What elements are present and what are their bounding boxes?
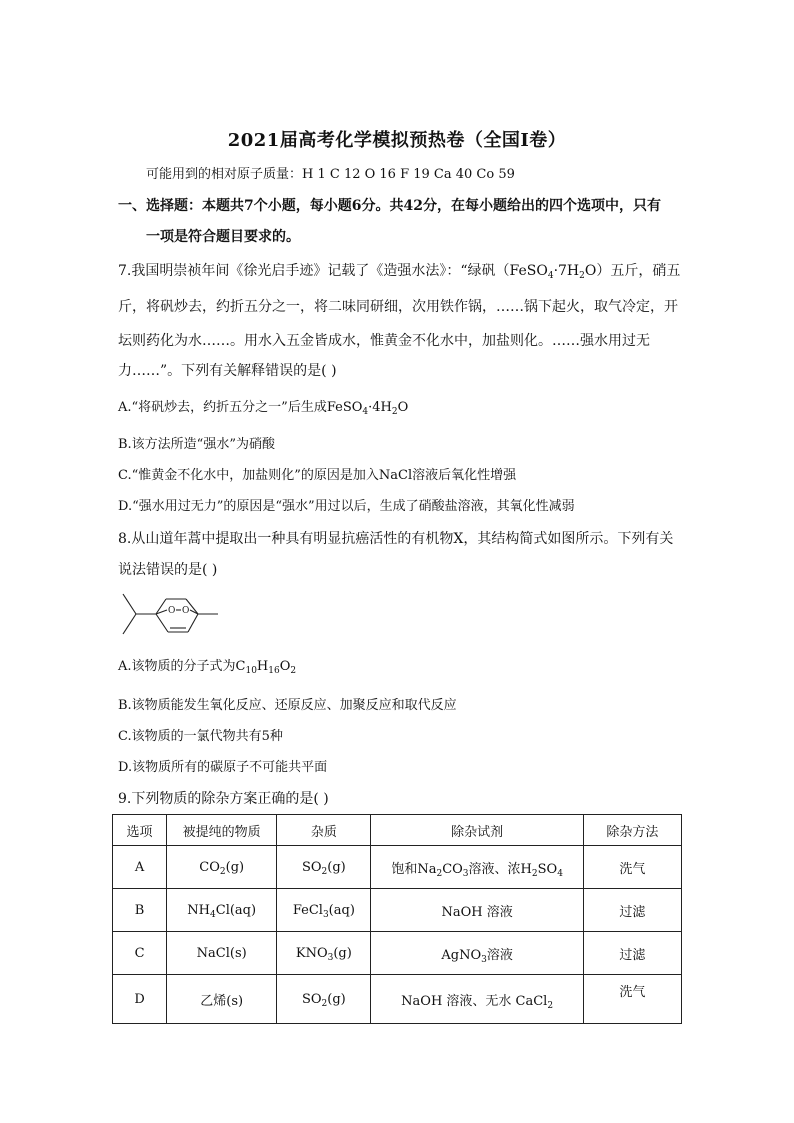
subscript: 4 bbox=[547, 271, 554, 281]
subscript: 4 bbox=[362, 407, 369, 417]
table-cell-reagent bbox=[371, 846, 583, 889]
q8-option-c: C.该物质的一氯代物共有5种 bbox=[118, 729, 283, 744]
q7-option-c: C.“惟黄金不化水中，加盐则化”的原因是加入NaCl溶液后氧化性增强 bbox=[118, 468, 517, 483]
cell-text: NaOH 溶液、无水 CaCl bbox=[401, 993, 548, 1009]
q7-option-text: ·4H bbox=[368, 400, 392, 415]
table-header-cell: 除杂方法 bbox=[583, 815, 681, 846]
table-cell-reagent: NaOH 溶液 bbox=[371, 889, 583, 932]
table-header-cell: 除杂试剂 bbox=[371, 815, 583, 846]
cell-text: Cl(aq) bbox=[215, 902, 257, 918]
subscript: 2 bbox=[391, 407, 398, 417]
table-cell-option: D bbox=[113, 975, 167, 1024]
q8-option-text: O bbox=[279, 659, 291, 674]
subscript: 2 bbox=[547, 1000, 554, 1011]
subscript: 2 bbox=[219, 866, 226, 877]
page-title: 2021届高考化学模拟预热卷（全国Ⅰ卷） bbox=[227, 130, 567, 151]
subscript: 4 bbox=[557, 868, 563, 879]
subscript: 2 bbox=[436, 868, 443, 879]
cell-text: SO bbox=[301, 859, 322, 875]
q7-option-text: A.“将矾炒去，约折五分之一”后生成FeSO bbox=[118, 400, 363, 415]
q7-text: ·7H bbox=[553, 263, 580, 279]
table-row bbox=[113, 975, 682, 1024]
section-heading-line2: 一项是符合题目要求的。 bbox=[146, 229, 300, 245]
molecule-oxygen-2: O bbox=[182, 606, 190, 616]
q7-stem-line2: 斤，将矾炒去，约折五分之一，将二味同研细，次用铁作锅，……锅下起火，取气冷定，开 bbox=[118, 299, 678, 315]
table-cell-reagent bbox=[371, 975, 583, 1024]
subscript: 2 bbox=[290, 666, 297, 676]
table-header-cell: 选项 bbox=[113, 815, 167, 846]
table-header-cell: 被提纯的物质 bbox=[167, 815, 277, 846]
table-cell-method: 过滤 bbox=[583, 889, 681, 932]
section-heading bbox=[118, 197, 661, 215]
table-cell-substance: NaCl(s) bbox=[167, 932, 277, 975]
table-cell-impurity bbox=[277, 932, 371, 975]
q7-option-d: D.“强水用过无力”的原因是“强水”用过以后，生成了硝酸盐溶液，其氧化性减弱 bbox=[118, 499, 575, 514]
q8-option-a bbox=[118, 658, 296, 676]
q8-option-text: H bbox=[256, 659, 269, 674]
cell-text: 溶液、浓H bbox=[468, 861, 532, 877]
table-cell-substance bbox=[167, 846, 277, 889]
subscript: 2 bbox=[531, 868, 538, 879]
subscript: 3 bbox=[322, 909, 329, 920]
subscript: 3 bbox=[481, 954, 487, 965]
table-cell-impurity bbox=[277, 846, 371, 889]
q8-option-d: D.该物质所有的碳原子不可能共平面 bbox=[118, 760, 328, 775]
table-cell-substance bbox=[167, 889, 277, 932]
atomic-masses: 可能用到的相对原子质量：H 1 C 12 O 16 F 19 Ca 40 Co 59 bbox=[146, 167, 515, 182]
section-heading-text: 一、选择题：本题共7个小题，每小题6分。共42分，在每小题给出的 bbox=[118, 198, 549, 214]
cell-text: NH bbox=[187, 902, 211, 918]
cell-text: (g) bbox=[327, 859, 346, 875]
q7-stem-line1 bbox=[118, 262, 680, 280]
cell-text: AgNO bbox=[441, 947, 482, 963]
q8-stem-line2: 说法错误的是( ) bbox=[118, 562, 218, 578]
table-cell-substance: 乙烯(s) bbox=[167, 975, 277, 1024]
table-cell-reagent bbox=[371, 932, 583, 975]
table-cell-impurity bbox=[277, 889, 371, 932]
section-heading-tail: ，只有 bbox=[618, 198, 661, 214]
table-row bbox=[113, 846, 682, 889]
table-cell-option: B bbox=[113, 889, 167, 932]
cell-text: (g) bbox=[333, 945, 352, 961]
subscript: 3 bbox=[327, 952, 334, 963]
cell-text: (aq) bbox=[328, 902, 355, 918]
table-header-row bbox=[113, 815, 682, 846]
section-heading-emph: 四个选项中 bbox=[548, 198, 619, 214]
subscript: 10 bbox=[245, 666, 257, 676]
cell-text: 饱和Na bbox=[391, 861, 437, 877]
cell-text: FeCl bbox=[292, 902, 323, 918]
cell-text: SO bbox=[301, 991, 322, 1007]
q7-option-b: B.该方法所造“强水”为硝酸 bbox=[118, 437, 275, 452]
q9-table bbox=[112, 814, 682, 1024]
cell-text: (g) bbox=[225, 859, 245, 875]
table-cell-impurity bbox=[277, 975, 371, 1024]
table-row bbox=[113, 932, 682, 975]
q7-option-text: O bbox=[397, 400, 409, 415]
q9-stem: 9.下列物质的除杂方案正确的是( ) bbox=[118, 791, 329, 807]
subscript: 4 bbox=[210, 909, 216, 920]
table-cell-option: A bbox=[113, 846, 167, 889]
q7-text: O）五斤，硝五 bbox=[584, 263, 681, 279]
table-row bbox=[113, 889, 682, 932]
cell-text: 溶液 bbox=[486, 947, 513, 963]
molecule-structure bbox=[118, 590, 228, 640]
molecule-oxygen-1: O bbox=[168, 606, 176, 616]
q8-option-b: B.该物质能发生氧化反应、还原反应、加聚反应和取代反应 bbox=[118, 698, 457, 713]
subscript: 2 bbox=[579, 271, 585, 281]
cell-text: KNO bbox=[295, 945, 328, 961]
subscript: 16 bbox=[268, 666, 280, 676]
q7-text: 7.我国明崇祯年间《徐光启手迹》记载了《造强水法》：“绿矾（FeSO bbox=[118, 263, 548, 279]
q8-stem-line1: 8.从山道年蒿中提取出一种具有明显抗癌活性的有机物X，其结构简式如图所示。下列有关 bbox=[118, 531, 674, 547]
table-cell-option: C bbox=[113, 932, 167, 975]
subscript: 2 bbox=[321, 998, 328, 1009]
table-cell-method: 洗气 bbox=[583, 846, 681, 889]
table-header-cell: 杂质 bbox=[277, 815, 371, 846]
cell-text: SO bbox=[537, 861, 558, 877]
table-cell-method: 过滤 bbox=[583, 932, 681, 975]
table-cell-method: 洗气 bbox=[583, 975, 681, 1024]
q7-option-a bbox=[118, 399, 408, 417]
subscript: 3 bbox=[462, 868, 469, 879]
q7-stem-line4: 力……”。下列有关解释错误的是( ) bbox=[118, 363, 337, 379]
cell-text: CO bbox=[442, 861, 463, 877]
cell-text: CO bbox=[199, 859, 220, 875]
subscript: 2 bbox=[321, 866, 328, 877]
cell-text: (g) bbox=[327, 991, 346, 1007]
q7-stem-line3: 坛则药化为水……。用水入五金皆成水，惟黄金不化水中，加盐则化。……强水用过无 bbox=[118, 333, 650, 349]
q8-option-text: A.该物质的分子式为C bbox=[118, 659, 246, 674]
